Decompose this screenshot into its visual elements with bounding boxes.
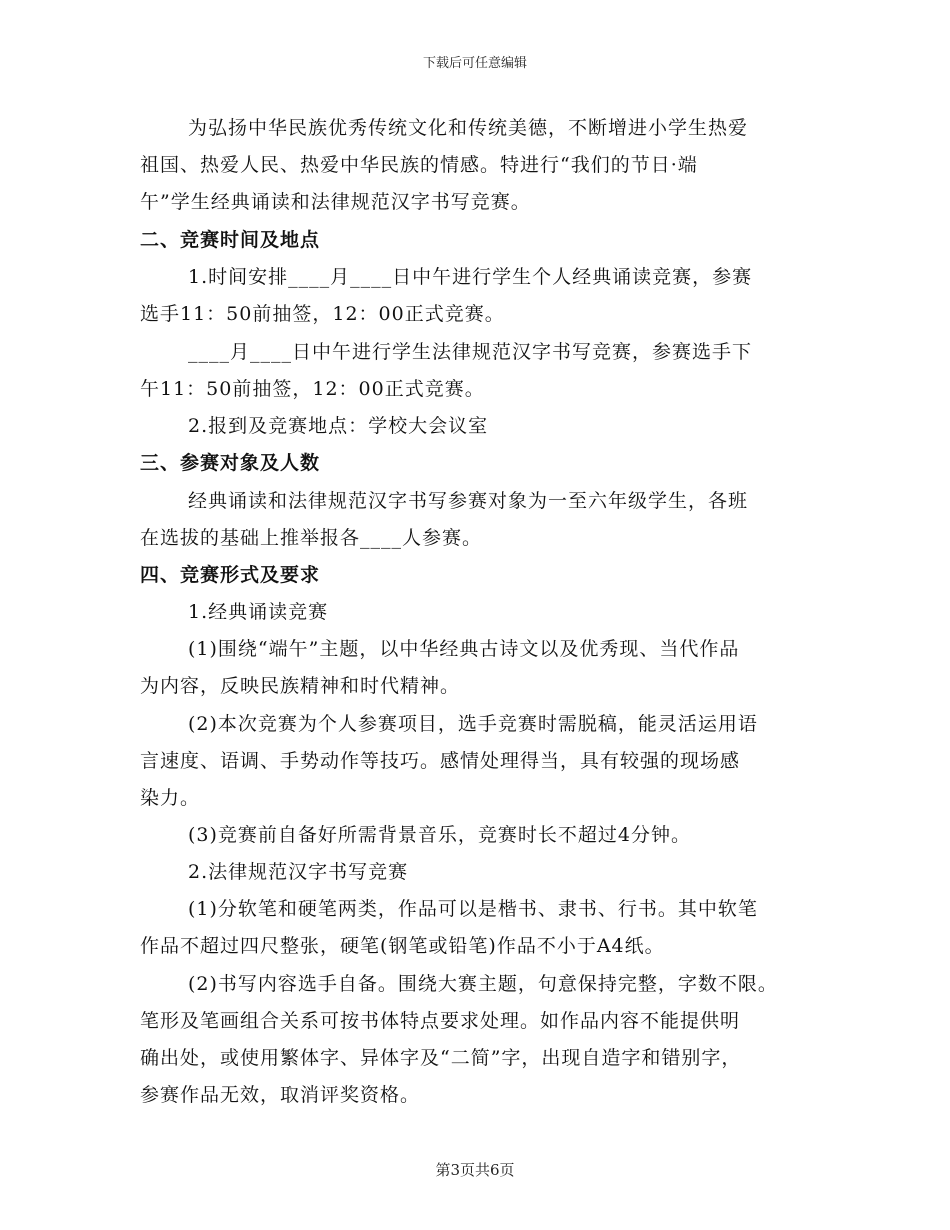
paragraph-line: (1)围绕“端午”主题，以中华经典古诗文以及优秀现、当代作品 <box>188 638 740 660</box>
paragraph-line: 确出处，或使用繁体字、异体字及“二简”字，出现自造字和错别字， <box>140 1047 742 1069</box>
paragraph-line: 为内容，反映民族精神和时代精神。 <box>140 675 461 697</box>
paragraph-line: 染力。 <box>140 787 201 809</box>
paragraph-line: (2)书写内容选手自备。围绕大赛主题，句意保持完整，字数不限。 <box>188 973 778 995</box>
section-heading: 三、参赛对象及人数 <box>140 452 321 474</box>
page-footer: 第3页共6页 <box>435 1161 515 1179</box>
paragraph-line: 言速度、语调、手势动作等技巧。感情处理得当，具有较强的现场感 <box>140 750 741 772</box>
section-heading: 二、竞赛时间及地点 <box>140 229 321 251</box>
subsection-heading: 2.法律规范汉字书写竞赛 <box>188 861 409 883</box>
paragraph-line: 在选拔的基础上推举报各____人参赛。 <box>140 527 483 549</box>
paragraph-line: 午11：50前抽签，12：00正式竞赛。 <box>140 378 485 400</box>
paragraph-line: (2)本次竞赛为个人参赛项目，选手竞赛时需脱稿，能灵活运用语 <box>188 713 758 735</box>
paragraph-line: 2.报到及竞赛地点：学校大会议室 <box>188 415 489 437</box>
paragraph-line: 午”学生经典诵读和法律规范汉字书写竞赛。 <box>140 191 531 213</box>
paragraph-line: 笔形及笔画组合关系可按书体特点要求处理。如作品内容不能提供明 <box>140 1010 741 1032</box>
paragraph-line: (3)竞赛前自备好所需背景音乐，竞赛时长不超过4分钟。 <box>188 824 692 846</box>
paragraph-line: 经典诵读和法律规范汉字书写参赛对象为一至六年级学生，各班 <box>188 490 749 512</box>
section-heading: 四、竞赛形式及要求 <box>140 564 321 586</box>
paragraph-line: 选手11：50前抽签，12：00正式竞赛。 <box>140 303 505 325</box>
paragraph-line: 作品不超过四尺整张，硬笔(钢笔或铅笔)作品不小于A4纸。 <box>140 935 665 957</box>
page-header: 下载后可任意编辑 <box>422 56 527 71</box>
paragraph-line: 祖国、热爱人民、热爱中华民族的情感。特进行“我们的节日·端 <box>140 154 698 176</box>
paragraph-line: 参赛作品无效，取消评奖资格。 <box>140 1084 421 1106</box>
paragraph-line: (1)分软笔和硬笔两类，作品可以是楷书、隶书、行书。其中软笔 <box>188 898 758 920</box>
paragraph-line: 1.时间安排____月____日中午进行学生个人经典诵读竞赛，参赛 <box>188 266 753 288</box>
paragraph-line: ____月____日中午进行学生法律规范汉字书写竞赛，参赛选手下 <box>188 341 753 363</box>
subsection-heading: 1.经典诵读竞赛 <box>188 601 329 623</box>
paragraph-line: 为弘扬中华民族优秀传统文化和传统美德，不断增进小学生热爱 <box>188 117 749 139</box>
